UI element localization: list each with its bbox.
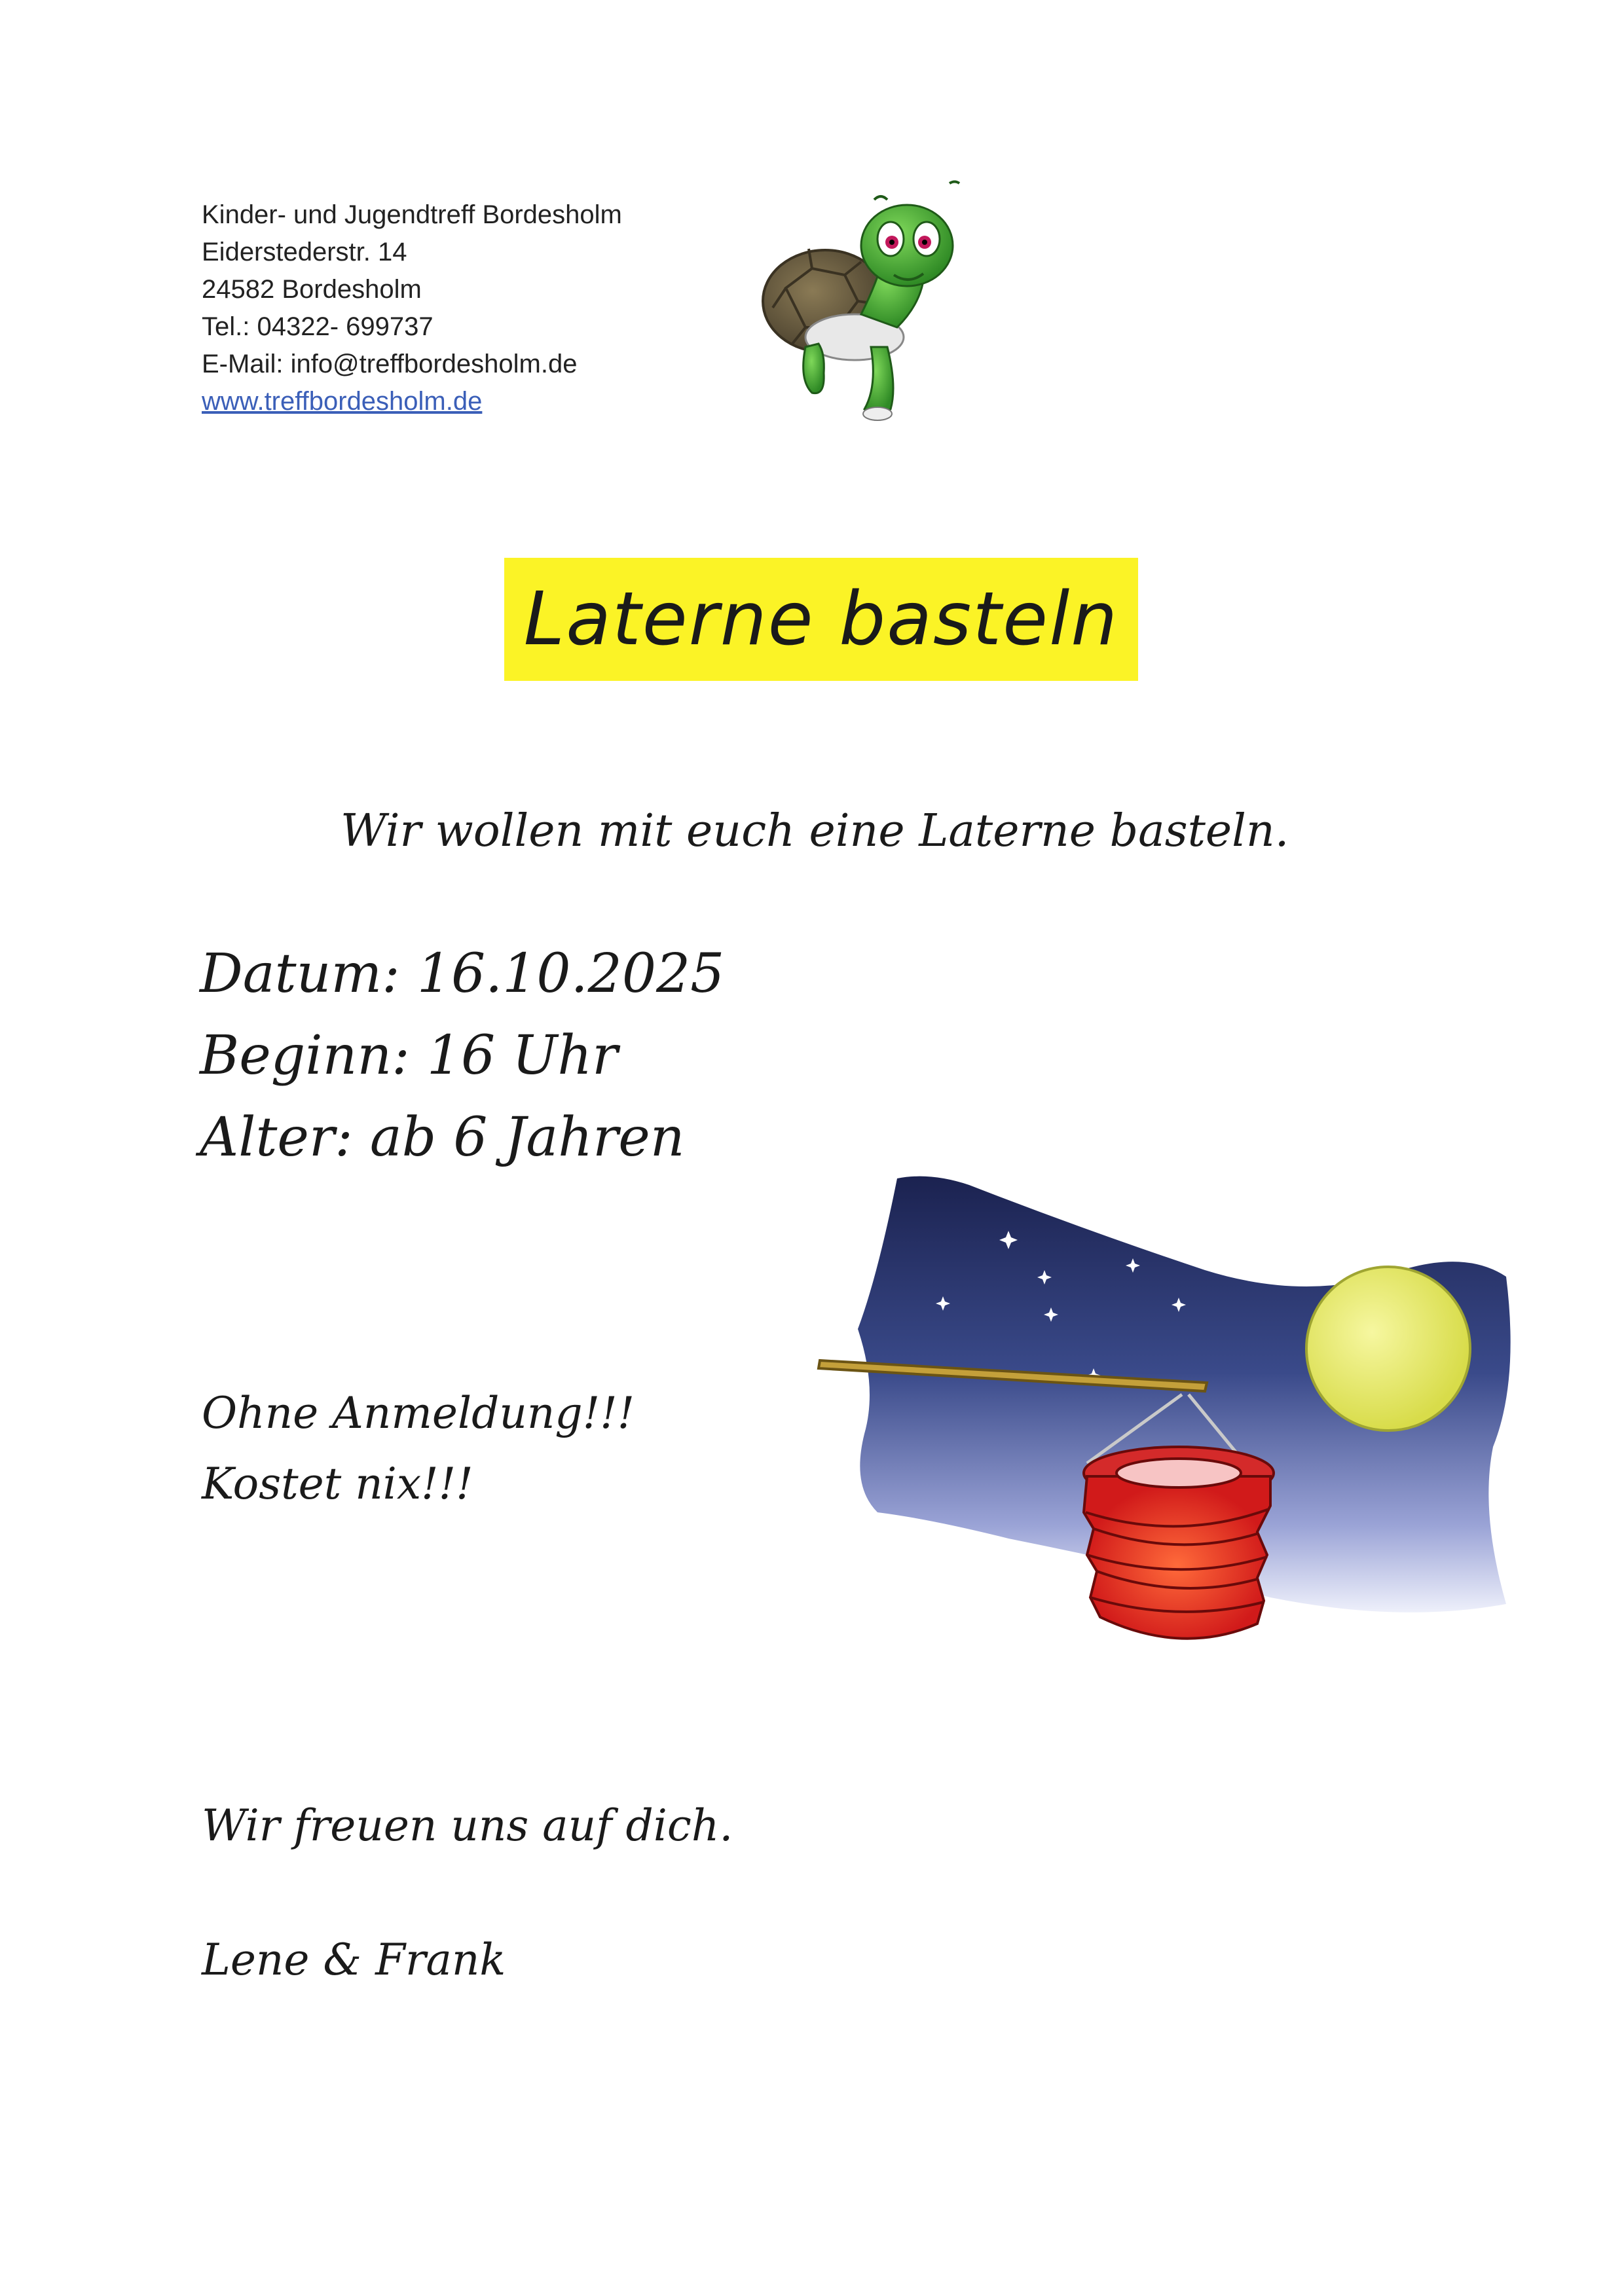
title-banner — [504, 558, 1138, 681]
intro-text: Wir wollen mit euch eine Laterne basteln. — [341, 805, 1289, 857]
page-title: Laterne basteln — [523, 577, 1119, 662]
event-date: Datum: 16.10.2025 — [200, 943, 725, 1005]
contact-address-block — [202, 196, 622, 420]
turtle-mascot-icon — [747, 177, 982, 439]
org-name: Kinder- und Jugendtreff Bordesholm — [202, 200, 622, 229]
phone-number: Tel.: 04322- 699737 — [202, 312, 434, 341]
website-link[interactable]: www.treffbordesholm.de — [202, 387, 483, 416]
city-postcode: 24582 Bordesholm — [202, 275, 422, 304]
event-age: Alter: ab 6 Jahren — [200, 1106, 685, 1169]
street-address: Eiderstederstr. 14 — [202, 238, 407, 266]
night-sky-lantern-icon — [812, 1172, 1526, 1643]
registration-note: Ohne Anmeldung!!! — [202, 1388, 635, 1438]
email-address: E-Mail: info@treffbordesholm.de — [202, 350, 578, 378]
signature: Lene & Frank — [202, 1935, 506, 1985]
event-start-time: Beginn: 16 Uhr — [200, 1025, 618, 1087]
closing-line: Wir freuen uns auf dich. — [202, 1800, 733, 1851]
cost-note: Kostet nix!!! — [202, 1459, 473, 1509]
